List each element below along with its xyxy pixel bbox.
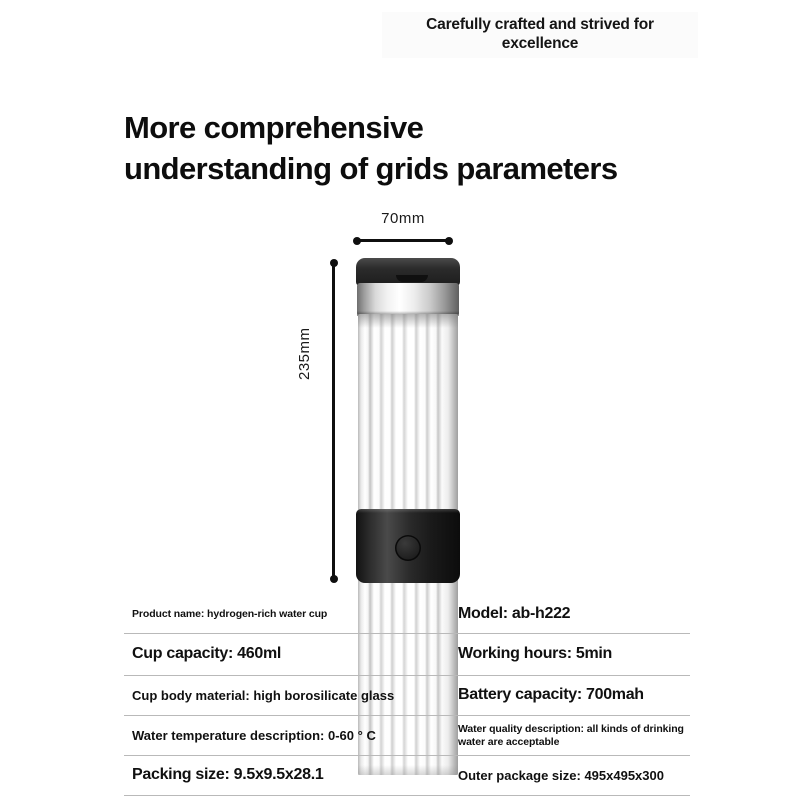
specifications-table xyxy=(124,596,690,796)
spec-model: Model: ab-h222 xyxy=(458,605,571,623)
spec-cup-capacity: Cup capacity: 460ml xyxy=(132,645,282,663)
width-dimension-line xyxy=(357,239,449,242)
table-row xyxy=(124,634,690,676)
bottle-cap-metal-band xyxy=(357,283,459,316)
spec-outer-package-size: Outer package size: 495x495x300 xyxy=(458,767,664,783)
glass-top-shading xyxy=(358,314,458,328)
power-button-icon xyxy=(395,535,421,561)
bottle-base xyxy=(356,509,460,583)
headline-line-2: understanding of grids parameters xyxy=(124,150,618,186)
banner-line-1: Carefully crafted and strived for xyxy=(426,16,654,34)
headline-line-1: More comprehensive xyxy=(124,110,424,145)
spec-battery-capacity: Battery capacity: 700mah xyxy=(458,686,644,704)
bottle-cap-top xyxy=(356,258,460,286)
product-image-water-bottle xyxy=(352,258,464,583)
height-dimension-line xyxy=(332,263,335,579)
banner-line-2: excellence xyxy=(501,35,579,52)
spec-product-name: Product name: hydrogen-rich water cup xyxy=(132,608,328,621)
table-row xyxy=(124,716,690,756)
spec-water-quality: Water quality description: all kinds of drinking water are acceptable xyxy=(458,723,684,748)
spec-working-hours: Working hours: 5min xyxy=(458,645,613,663)
height-dimension-label: 235mm xyxy=(296,327,313,380)
bottle-cap-notch xyxy=(396,275,428,282)
spec-packing-size: Packing size: 9.5x9.5x28.1 xyxy=(132,766,324,784)
table-row xyxy=(124,596,690,634)
width-dimension-label: 70mm xyxy=(381,210,425,227)
table-row xyxy=(124,756,690,796)
table-row xyxy=(124,676,690,716)
spec-cup-body-material: Cup body material: high borosilicate glass xyxy=(132,687,395,703)
spec-water-temperature: Water temperature description: 0-60 ° C xyxy=(132,727,376,743)
